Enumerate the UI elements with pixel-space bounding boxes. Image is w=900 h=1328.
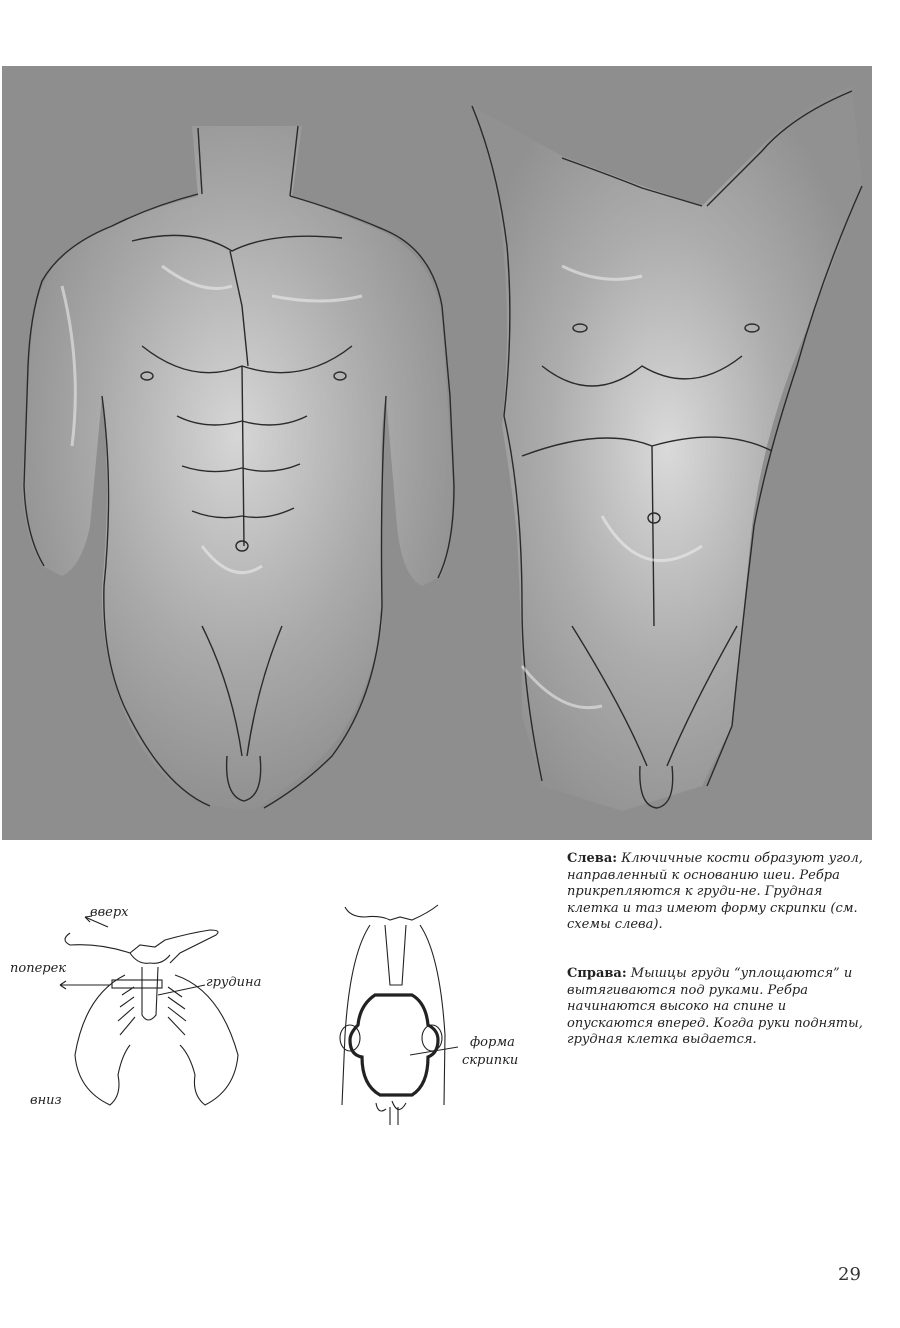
ribcage-diagram-svg xyxy=(30,905,280,1120)
down-label: вниз xyxy=(30,1093,62,1108)
up-label: вверх xyxy=(90,905,129,920)
caption-left xyxy=(567,851,867,934)
violin-shape-diagram xyxy=(320,895,540,1140)
violin-shape-label-line1: форма xyxy=(470,1035,515,1050)
violin-shape-label-line2: скрипки xyxy=(462,1053,519,1068)
caption-left-lead: Слева: xyxy=(567,851,618,866)
caption-right xyxy=(567,966,867,1049)
violin-shape-diagram-svg xyxy=(320,895,540,1140)
torso-sketches-svg xyxy=(2,66,872,840)
page-number: 29 xyxy=(838,1264,861,1285)
caption-left-text: Ключичные кости образуют угол, направленный к основанию шеи. Ребра прикрепляются к груди-не. Грудная клетка и таз имеют форму скрипки (см. схемы слева). xyxy=(567,851,863,932)
ribcage-diagram xyxy=(10,905,280,1120)
sternum-label: грудина xyxy=(206,975,262,990)
caption-right-text: Мышцы груди “уплощаются” и вытягиваются под руками. Ребра начинаются высоко на спине и опускаются вперед. Когда руки подняты, грудная клетка выдается. xyxy=(567,966,863,1047)
torso-sketches-illustration xyxy=(2,66,872,840)
across-label: поперек xyxy=(10,961,67,976)
caption-right-lead: Справа: xyxy=(567,966,627,981)
